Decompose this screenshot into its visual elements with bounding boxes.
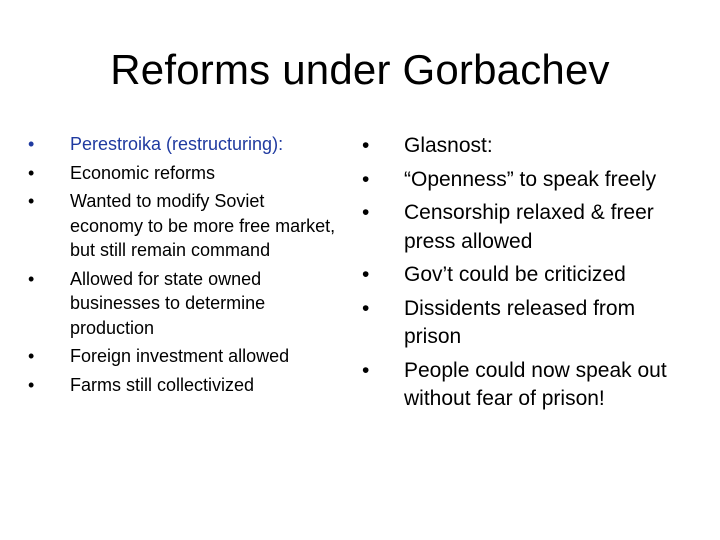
list-item <box>362 357 692 414</box>
list-item <box>362 295 692 352</box>
bullet-icon: • <box>362 358 370 382</box>
bullet-icon: • <box>362 134 370 157</box>
slide-title: Reforms under Gorbachev <box>110 46 610 93</box>
list-item <box>362 261 692 290</box>
list-item-text: “Openness” to speak freely <box>404 167 657 191</box>
left-bullet-list <box>28 132 338 401</box>
bullet-icon: • <box>362 201 370 224</box>
bullet-icon: • <box>362 167 370 191</box>
list-item-text: Censorship relaxed & freer press allowed <box>404 201 654 253</box>
list-item <box>362 132 692 161</box>
list-item <box>362 166 692 195</box>
list-item <box>28 373 338 398</box>
list-item-text: Foreign investment allowed <box>70 346 290 366</box>
list-item-text: Farms still collectivized <box>70 374 255 395</box>
bullet-icon: • <box>28 191 35 211</box>
bullet-icon: • <box>362 296 370 320</box>
list-item-text: Wanted to modify Soviet economy to be more free market, but still remain command <box>70 191 336 260</box>
bullet-icon: • <box>362 263 370 286</box>
list-item-text: Allowed for state owned businesses to determine production <box>70 268 266 338</box>
list-item <box>28 132 338 157</box>
list-item <box>28 344 338 369</box>
list-item <box>28 161 338 186</box>
bullet-icon: • <box>28 134 35 154</box>
list-item-text: Economic reforms <box>70 162 216 183</box>
list-item-text: Gov’t could be criticized <box>404 263 626 286</box>
bullet-icon: • <box>28 162 35 183</box>
list-item-text: Dissidents released from prison <box>404 296 636 348</box>
list-item-text: Glasnost: <box>404 134 493 157</box>
list-item-text: People could now speak out without fear of prison! <box>404 358 667 410</box>
list-item <box>362 199 692 256</box>
bullet-icon: • <box>28 268 35 289</box>
list-item <box>28 189 338 263</box>
list-item-text: Perestroika (restructuring): <box>70 134 284 154</box>
bullet-icon: • <box>28 346 35 366</box>
right-bullet-list <box>362 132 692 419</box>
bullet-icon: • <box>28 374 35 395</box>
list-item <box>28 267 338 341</box>
